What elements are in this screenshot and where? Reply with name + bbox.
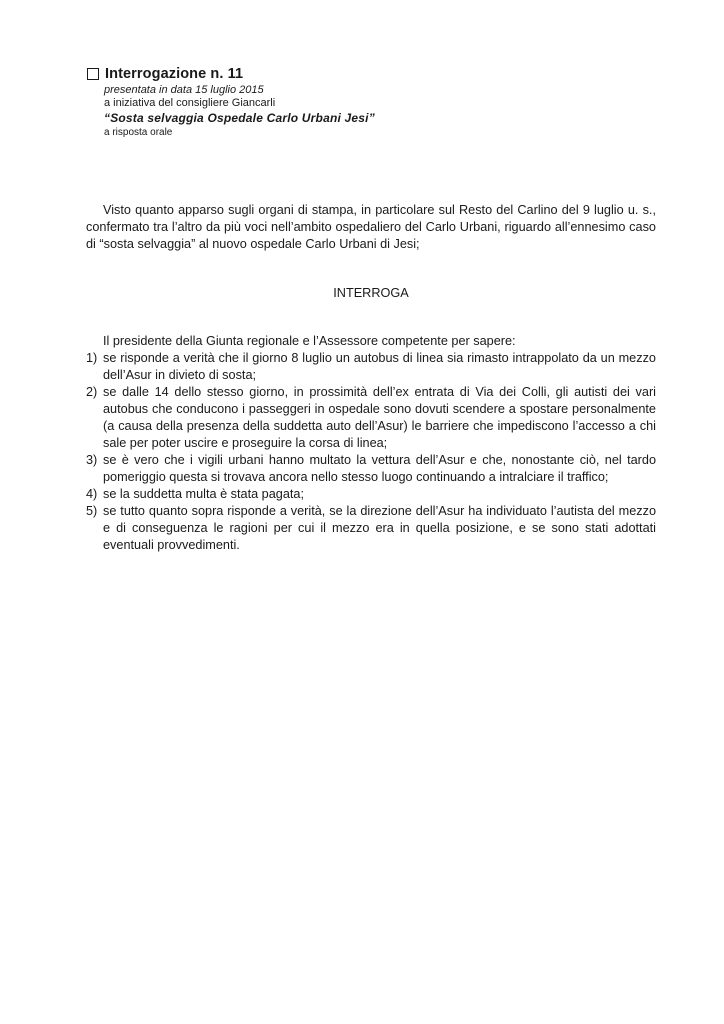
question-text: se risponde a verità che il giorno 8 luglio un autobus di linea sia rimasto intrappolato da un mezzo dell’Asur in divieto di sosta; — [103, 351, 656, 382]
question-item — [86, 486, 656, 503]
question-text: se la suddetta multa è stata pagata; — [103, 487, 305, 501]
question-list — [86, 350, 656, 554]
question-item — [86, 503, 656, 554]
presentation-date: presentata in data 15 luglio 2015 — [104, 84, 264, 96]
answer-type: a risposta orale — [104, 127, 173, 138]
question-number: 1) — [86, 351, 98, 365]
lead-sentence: Il presidente della Giunta regionale e l’Assessore competente per sapere: — [103, 334, 516, 348]
question-item — [86, 384, 656, 452]
document-meta — [104, 84, 646, 139]
question-block — [86, 333, 656, 554]
title-row — [86, 64, 646, 84]
question-text: se è vero che i vigili urbani hanno multato la vettura dell’Asur e che, nonostante ciò, nel tardo pomeriggio questa si trovava ancora nello stesso luogo continuando a intralciare il traffico; — [103, 453, 656, 484]
question-text: se tutto quanto sopra risponde a verità, se la direzione dell’Asur ha individuato l’autista del mezzo e di conseguenza le ragioni per cui il mezzo era in quella posizione, e se sono stati adottati eventuali provvedimenti. — [103, 504, 656, 552]
document-subject: “Sosta selvaggia Ospedale Carlo Urbani Jesi” — [104, 111, 375, 125]
question-item — [86, 452, 656, 486]
document-header — [86, 64, 646, 139]
checkbox-icon — [87, 68, 99, 80]
question-number: 4) — [86, 487, 98, 501]
question-text: se dalle 14 dello stesso giorno, in prossimità dell’ex entrata di Via dei Colli, gli autisti dei vari autobus che conducono i passeggeri in ospedale sono dovuti scendere a spostare personalmente (a causa della presenza della suddetta auto dell’Asur) le barriere che impediscono l’accesso a chi sale per poter uscire e proseguire la corsa di linea; — [103, 385, 656, 450]
initiative-line: a iniziativa del consigliere Giancarli — [104, 97, 276, 109]
section-heading: INTERROGA — [333, 286, 409, 300]
question-number: 5) — [86, 504, 98, 518]
intro-paragraph: Visto quanto apparso sugli organi di stampa, in particolare sul Resto del Carlino del 9 luglio u. s., confermato tra l’altro da più voci nell’ambito ospedaliero del Carlo Urbani, riguardo all’ennesimo caso di “sosta selvaggia” al nuovo ospedale Carlo Urbani di Jesi; — [86, 203, 656, 251]
document-title: Interrogazione n. 11 — [105, 66, 244, 82]
question-item — [86, 350, 656, 384]
question-number: 3) — [86, 453, 98, 467]
question-number: 2) — [86, 385, 98, 399]
